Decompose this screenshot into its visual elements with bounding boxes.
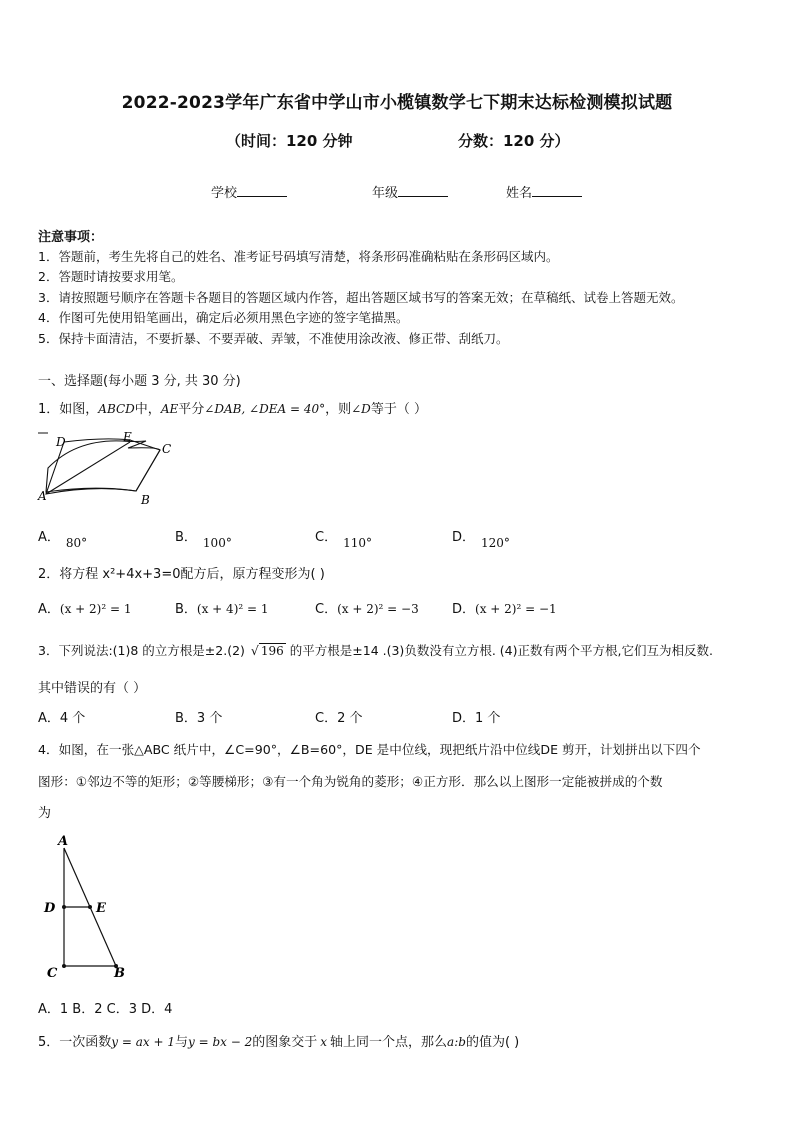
note-item: 5．保持卡面清洁，不要折暴、不要弄破、弄皱，不准使用涂改液、修正带、刮纸刀。 (38, 331, 509, 346)
q1-condition: ∠DAB, ∠DEA = 40° (204, 402, 326, 416)
notes-heading: 注意事项： (38, 230, 104, 245)
q1-prefix: 1．如图， (38, 402, 99, 417)
q5-text: 的图象交于 (252, 1035, 318, 1050)
school-blank (237, 184, 287, 197)
q2-option-c[interactable]: C．(x + 2)² = −3 (315, 602, 419, 617)
q1-option-a[interactable]: A． 80° (38, 530, 88, 550)
question-4-line2: 图形：①邻边不等的矩形；②等腰梯形；③有一个角为锐角的菱形；④正方形．那么以上图形一定能被拼成的个数 (38, 774, 663, 789)
exam-title: 2022-2023学年广东省中学山市小榄镇数学七下期末达标检测模拟试题 (121, 93, 673, 113)
name-field (506, 182, 582, 201)
parallelogram-figure (34, 428, 184, 510)
grade-field (372, 182, 448, 201)
q5-x-axis: x (320, 1035, 328, 1049)
q5-text: 5．一次函数 (38, 1035, 112, 1050)
q3-text: 的平方根是±14 .(3)负数没有立方根. (4)正数有两个平方根,它们互为相反数. (289, 643, 713, 658)
name-label: 姓名 (506, 186, 533, 201)
point-d (62, 905, 66, 909)
q5-ratio: a:b (447, 1035, 466, 1049)
q5-end: 的值为( ) (465, 1035, 520, 1050)
school-field (211, 182, 287, 201)
grade-label: 年级 (372, 186, 399, 201)
name-blank (532, 184, 582, 197)
note-item: 4．作图可先使用铅笔画出，确定后必须用黑色字迹的签字笔描黑。 (38, 310, 409, 325)
question-4-line1: 4．如图，在一张△ABC 纸片中，∠C=90°，∠B=60°，DE 是中位线，现把纸片沿中位线DE 剪开，计划拼出以下四个 (38, 742, 701, 757)
note-item: 3．请按照题号顺序在答题卡各题目的答题区域内作答，超出答题区域书写的答案无效；在草稿纸、试卷上答题无效。 (38, 290, 684, 305)
sqrt-symbol: √ (250, 643, 259, 658)
label-b: B (141, 493, 150, 507)
label-d: D (44, 901, 56, 916)
note-item: 1．答题前，考生先将自己的姓名、准考证号码填写清楚，将条形码准确粘贴在条形码区域内。 (38, 249, 559, 264)
q2-option-b[interactable]: B．(x + 4)² = 1 (175, 602, 269, 617)
label-c: C (162, 442, 172, 456)
label-e: E (123, 430, 132, 444)
label-c: C (47, 966, 58, 981)
question-1 (38, 398, 427, 417)
label-a: A (38, 489, 47, 503)
q1-text: ，则 (325, 402, 352, 417)
label-d: D (56, 435, 66, 449)
label-b: B (114, 966, 125, 981)
question-4-line3: 为 (38, 806, 52, 821)
q5-function-1: y = ax + 1 (111, 1035, 175, 1049)
q3-radicand: 196 (260, 644, 284, 658)
exam-time: （时间：120 分钟 (226, 132, 353, 150)
q5-text: 轴上同一个点，那么 (330, 1035, 448, 1050)
note-item: 2．答题时请按要求用笔。 (38, 269, 184, 284)
q3-line2: 其中错误的有（ ） (38, 681, 147, 696)
point-e (88, 905, 92, 909)
q3-option-b[interactable]: B．3 个 (175, 711, 223, 726)
q1-angle-d: ∠D (351, 402, 371, 416)
label-a: A (58, 834, 69, 849)
question-3 (38, 641, 713, 659)
point-c (62, 964, 66, 968)
q1-abcd: ABCD (98, 402, 135, 416)
label-e: E (96, 901, 106, 916)
grade-blank (398, 184, 448, 197)
question-5 (38, 1031, 519, 1050)
q1-text: 平分 (178, 402, 205, 417)
q3-text: 3．下列说法:(1)8 的立方根是±2.(2) (38, 643, 245, 658)
q1-option-d[interactable]: D． 120° (452, 530, 510, 550)
section-heading: 一、选择题(每小题 3 分, 共 30 分) (38, 374, 241, 389)
q3-option-d[interactable]: D．1 个 (452, 711, 501, 726)
q5-text: 与 (174, 1035, 188, 1050)
q5-function-2: y = bx − 2 (188, 1035, 253, 1049)
q3-option-c[interactable]: C．2 个 (315, 711, 363, 726)
q1-text: 中， (134, 402, 161, 417)
q1-ae: AE (160, 402, 179, 416)
question-2: 2．将方程 x²+4x+3=0配方后，原方程变形为( ) (38, 567, 325, 582)
triangle-figure (40, 832, 140, 982)
q1-option-c[interactable]: C． 110° (315, 530, 372, 550)
q2-option-a[interactable]: A．(x + 2)² = 1 (38, 602, 132, 617)
q1-end: 等于（ ） (370, 402, 427, 417)
school-label: 学校 (211, 186, 238, 201)
exam-score: 分数：120 分） (458, 132, 570, 150)
segment-ae (46, 442, 130, 494)
q3-option-a[interactable]: A．4 个 (38, 711, 86, 726)
q2-option-d[interactable]: D．(x + 2)² = −1 (452, 602, 557, 617)
q1-option-b[interactable]: B． 100° (175, 530, 232, 550)
q4-options[interactable]: A．1 B．2 C．3 D．4 (38, 1002, 173, 1017)
